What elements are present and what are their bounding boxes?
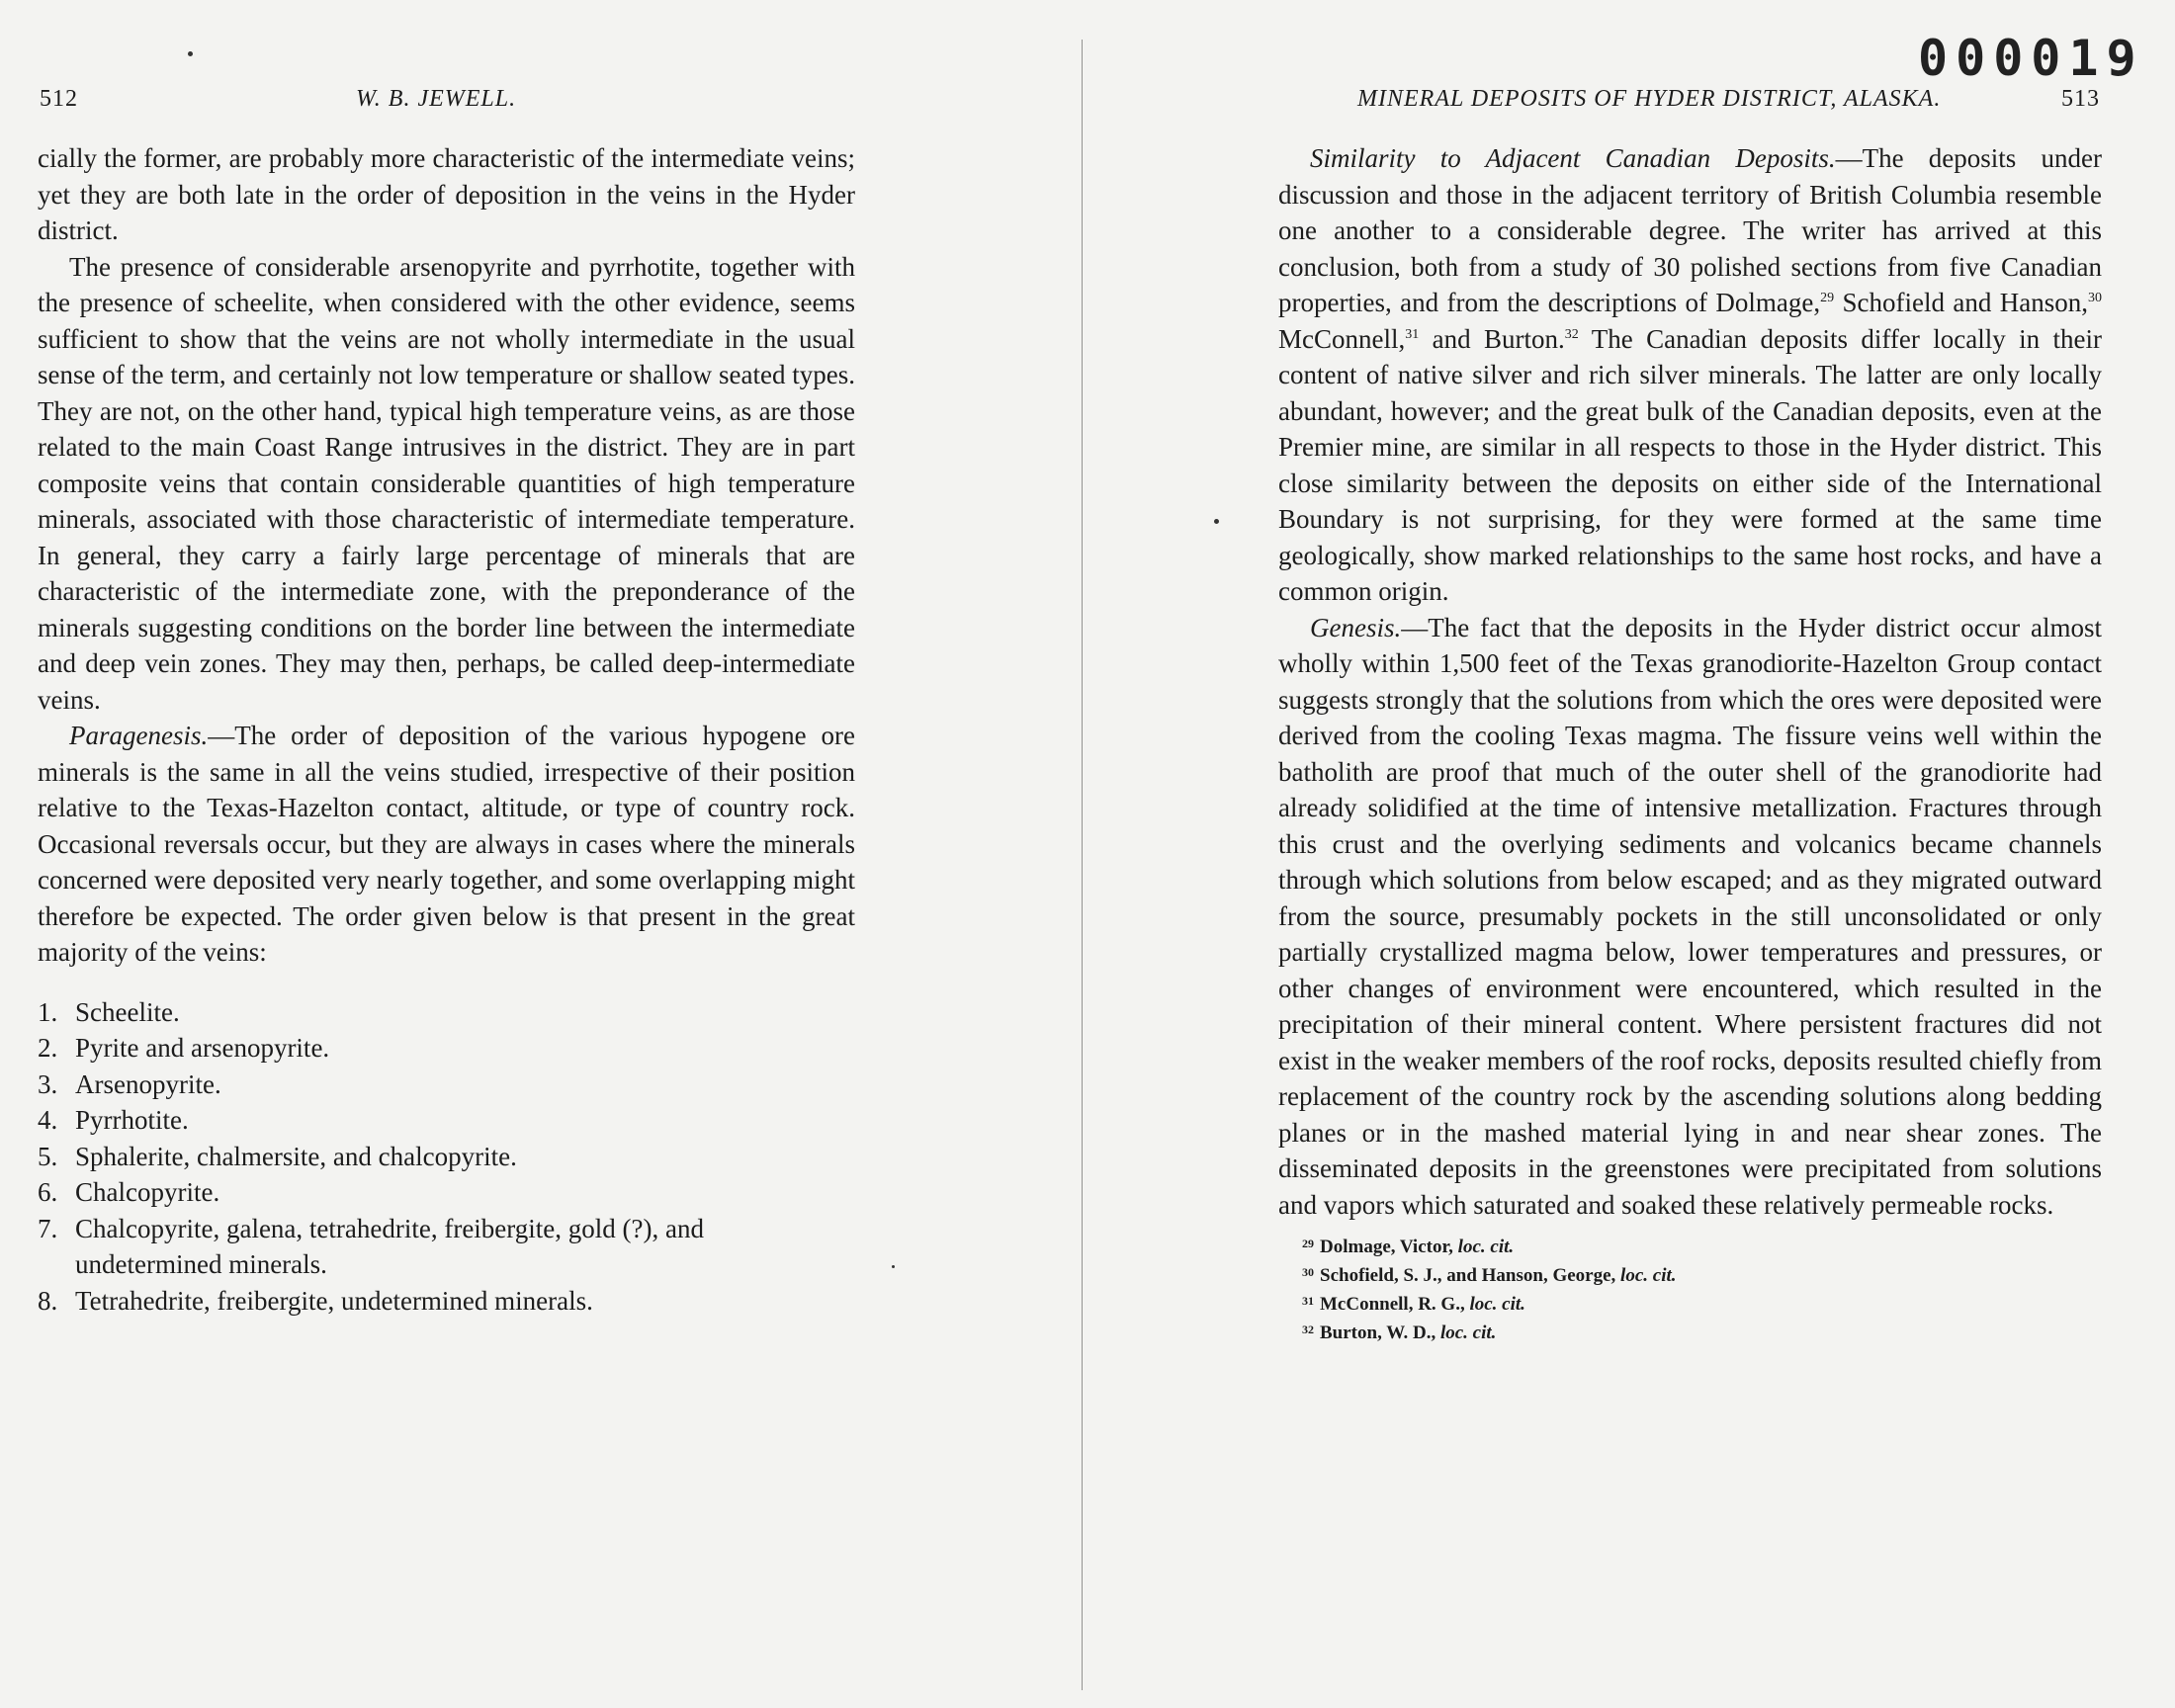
footnote-ref: 32	[1564, 326, 1579, 342]
list-item-text: Sphalerite, chalmersite, and chalcopyrite.	[75, 1141, 517, 1171]
list-item-number: 8.	[38, 1285, 58, 1316]
footnote	[1302, 1290, 2102, 1319]
paragenesis-heading: Paragenesis.	[69, 721, 209, 750]
genesis-heading: Genesis.	[1310, 612, 1402, 642]
left-text-column	[38, 140, 855, 1319]
page-number-right: 513	[2061, 86, 2100, 112]
footnote-ref: 31	[1405, 326, 1420, 342]
footnote	[1302, 1319, 2102, 1347]
list-item-number: 3.	[38, 1068, 58, 1099]
list-item-number: 5.	[38, 1141, 58, 1171]
genesis-paragraph	[1278, 610, 2102, 1224]
right-text-column	[1278, 140, 2102, 1347]
footnote-text	[1320, 1290, 1525, 1319]
list-item-text: Arsenopyrite.	[75, 1068, 221, 1099]
list-item-number: 4.	[38, 1105, 58, 1135]
similarity-paragraph	[1278, 140, 2102, 610]
similarity-body-part: Schofield and Hanson,	[1834, 288, 2089, 317]
list-item	[38, 1102, 855, 1139]
paragenesis-paragraph	[38, 718, 855, 971]
list-item-text: Chalcopyrite, galena, tetrahedrite, freibergite, gold (?), and undetermined minerals.	[75, 1213, 704, 1279]
similarity-body-part: McConnell,	[1278, 323, 1406, 354]
list-item-number: 2.	[38, 1033, 58, 1063]
list-item-text: Tetrahedrite, freibergite, undetermined minerals.	[75, 1285, 593, 1316]
list-item	[38, 1174, 855, 1211]
similarity-body-part: and Burton.	[1419, 323, 1565, 354]
deposition-order-list	[38, 994, 855, 1320]
running-head-title: MINERAL DEPOSITS OF HYDER DISTRICT, ALASKA.	[1357, 86, 1942, 112]
footnote-number: 29	[1302, 1237, 1314, 1250]
page-number-left: 512	[40, 86, 78, 112]
list-item-text: Scheelite.	[75, 996, 180, 1027]
footnote-text	[1320, 1319, 1496, 1347]
footnote-number: 32	[1302, 1323, 1314, 1336]
list-item-number: 6.	[38, 1177, 58, 1207]
list-item	[38, 1067, 855, 1103]
list-item	[38, 1139, 855, 1175]
list-item-text: Chalcopyrite.	[75, 1177, 220, 1207]
footnote-citation: loc. cit.	[1620, 1265, 1677, 1286]
list-item-text: Pyrite and arsenopyrite.	[75, 1033, 330, 1063]
similarity-body-part: The Canadian deposits differ locally in their content of native silver and rich silver minerals. The latter are only locally abundant, however; and the great bulk of the Canadian deposits, even at the Premier mine, are similar in all respects to those in the Hyder district. This close similarity between the deposits on either side of the International Boundary is not surprising, for they were formed at the same time geologically, show marked relationships to the same host rocks, and have a common origin.	[1278, 323, 2102, 606]
list-item	[38, 1030, 855, 1067]
footnote-author: Schofield, S. J., and Hanson, George,	[1320, 1265, 1621, 1286]
list-item-text: Pyrrhotite.	[75, 1105, 189, 1135]
list-item-number: 7.	[38, 1213, 58, 1243]
footnote-ref: 29	[1820, 291, 1835, 305]
list-item	[38, 1283, 855, 1320]
footnote	[1302, 1233, 2102, 1261]
footnote	[1302, 1261, 2102, 1290]
footnote-author: McConnell, R. G.,	[1320, 1294, 1470, 1315]
list-item	[38, 994, 855, 1031]
list-item-number: 1.	[38, 996, 58, 1027]
footnote-citation: loc. cit.	[1457, 1237, 1515, 1257]
left-page	[0, 0, 1083, 1708]
similarity-heading: Similarity to Adjacent Canadian Deposits.	[1310, 143, 1836, 173]
footnote-number: 30	[1302, 1265, 1314, 1279]
paragenesis-body: —The order of deposition of the various hypogene ore minerals is the same in all the veins studied, irrespective of their position relative to the Texas-Hazelton contact, altitude, or type of country rock. Occasional reversals occur, but they are always in cases where the minerals concerned were deposited very nearly together, and some overlapping might therefore be expected. The order given below is that present in the great majority of the veins:	[38, 721, 855, 967]
continued-paragraph: cially the former, are probably more characteristic of the intermediate veins; yet they are both late in the order of deposition in the veins in the Hyder district.	[38, 143, 855, 245]
genesis-body: —The fact that the deposits in the Hyder district occur almost wholly within 1,500 feet of the Texas granodiorite-Hazelton Group contact suggests strongly that the solutions from which the ores were deposited were derived from the cooling Texas magma. The fissure veins well within the batholith are proof that much of the outer shell of the granodiorite had already solidified at the time of intensive metallization. Fractures through this crust and the overlying sediments and volcanics became channels through which solutions from below escaped; and as they migrated outward from the source, presumably pockets in the still unconsolidated or only partially crystallized magma below, lower temperatures and pressures, or other changes of environment were encountered, which resulted in the precipitation of their mineral content. Where persistent fractures did not exist in the weaker members of the roof rocks, deposits resulted chiefly from replacement of the country rock by the ascending solutions along bedding planes or in the mashed material lying in and near shear zones. The disseminated deposits in the greenstones were precipitated from solutions and vapors which saturated and soaked these relatively permeable rocks.	[1278, 612, 2102, 1220]
footnote-citation: loc. cit.	[1439, 1323, 1497, 1343]
footnote-author: Burton, W. D.,	[1320, 1323, 1440, 1343]
footnotes	[1278, 1233, 2102, 1347]
footnote-citation: loc. cit.	[1469, 1294, 1525, 1315]
footnote-text	[1320, 1233, 1514, 1261]
footnote-text	[1320, 1261, 1677, 1290]
list-item	[38, 1211, 855, 1283]
running-head-author: W. B. JEWELL.	[356, 86, 517, 112]
similarity-body-part: —The deposits under discussion and those in the adjacent territory of British Columbia resemble one another to a considerable degree. The writer has arrived at this conclusion, both from a study of 30 polished sections from five Canadian properties, and from the descriptions of Dolmage,	[1278, 143, 2102, 317]
vein-classification-paragraph: The presence of considerable arsenopyrite and pyrrhotite, together with the presence of scheelite, when considered with the other evidence, seems sufficient to show that the veins are not wholly intermediate in the usual sense of the term, and certainly not low temperature or shallow seated types. They are not, on the other hand, typical high temperature veins, as are those related to the main Coast Range intrusives in the district. They are in part composite veins that contain considerable quantities of high temperature minerals, associated with those characteristic of intermediate temperature. In general, they carry a fairly large percentage of minerals that are characteristic of the intermediate zone, with the preponderance of the minerals suggesting conditions on the border line between the intermediate and deep vein zones. They may then, perhaps, be called deep-intermediate veins.	[38, 251, 855, 715]
footnote-author: Dolmage, Victor,	[1320, 1237, 1458, 1257]
archive-stamp-number: 000019	[1918, 30, 2144, 87]
footnote-ref: 30	[2088, 291, 2103, 305]
footnote-number: 31	[1302, 1294, 1314, 1308]
